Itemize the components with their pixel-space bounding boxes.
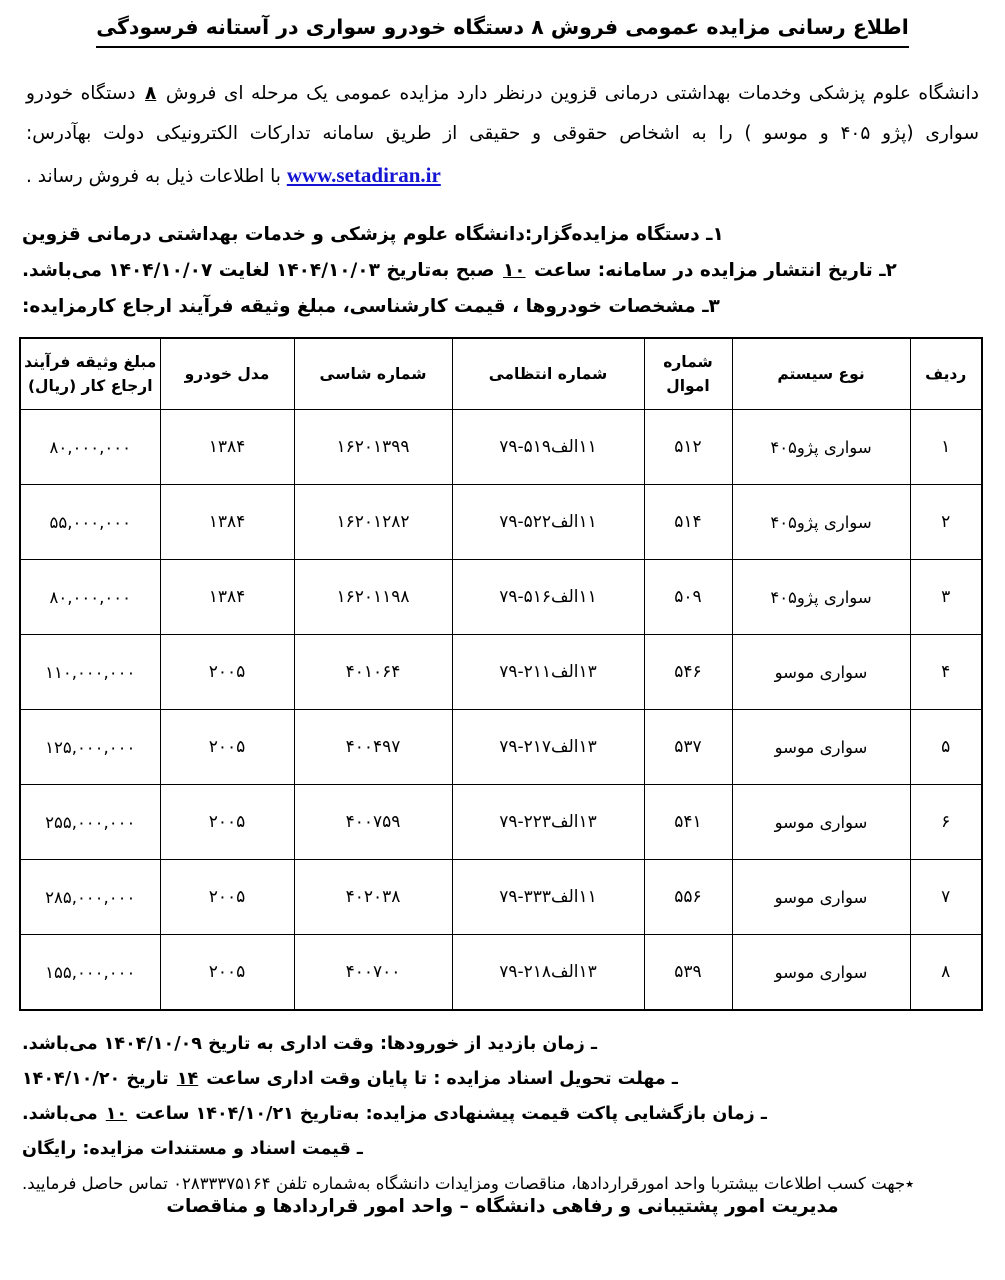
cell-model: ۲۰۰۵: [160, 935, 294, 1011]
opening-seg-0: ـ زمان بازگشایی پاکت قیمت پیشنهادی مزایده: به‌تاریخ ۱۴۰۴/۱۰/۲۱ ساعت: [129, 1104, 767, 1125]
cell-deposit: ۱۵۵,۰۰۰,۰۰۰: [20, 935, 160, 1011]
table-header: [20, 338, 982, 410]
cell-row: ۲: [910, 485, 982, 560]
cell-plate: ۱۱الف۵۱۹-۷۹: [452, 410, 644, 485]
cell-asset: ۵۴۱: [644, 785, 732, 860]
column-header-row: ردیف: [910, 338, 982, 410]
intro-vehicle-count: ۸: [145, 82, 157, 104]
cell-asset: ۵۰۹: [644, 560, 732, 635]
table-row: [20, 485, 982, 560]
cell-model: ۱۳۸۴: [160, 560, 294, 635]
visit-time-text: ـ زمان بازدید از خورودها: وقت اداری به تاریخ ۱۴۰۴/۱۰/۰۹ می‌باشد.: [22, 1034, 597, 1055]
table-row: [20, 785, 982, 860]
cell-system: سواری پژو۴۰۵: [732, 560, 910, 635]
column-header-asset: شماره اموال: [644, 338, 732, 410]
table-row: [20, 935, 982, 1011]
submission-seg-2: تاریخ ۱۴۰۴/۱۰/۲۰: [22, 1069, 175, 1090]
cell-asset: ۵۱۴: [644, 485, 732, 560]
cell-deposit: ۸۰,۰۰۰,۰۰۰: [20, 410, 160, 485]
cell-system: سواری موسو: [732, 635, 910, 710]
title-container: [22, 0, 983, 48]
cell-row: ۵: [910, 710, 982, 785]
cell-chassis: ۴۰۲۰۳۸: [294, 860, 452, 935]
cell-model: ۱۳۸۴: [160, 485, 294, 560]
cell-model: ۲۰۰۵: [160, 785, 294, 860]
cell-system: سواری موسو: [732, 710, 910, 785]
contact-note: ٭جهت کسب اطلاعات بیشتربا واحد امورقراردادها، مناقصات ومزایدات دانشگاه به‌شماره تلفن ۰۲۸۳۳۳۷۵۱۶۴ تماس حاصل فرمایید.: [22, 1174, 915, 1194]
cell-plate: ۱۱الف۳۳۳-۷۹: [452, 860, 644, 935]
cell-chassis: ۱۶۲۰۱۳۹۹: [294, 410, 452, 485]
note-item-2: [22, 253, 983, 289]
documents-price-text: ـ قیمت اسناد و مستندات مزایده: رایگان: [22, 1139, 363, 1160]
note-2-publish-hour: ۱۰: [502, 259, 526, 281]
table-row: [20, 410, 982, 485]
column-header-chassis: شماره شاسی: [294, 338, 452, 410]
intro-paragraph: [22, 74, 983, 199]
table-row: [20, 560, 982, 635]
cell-row: ۱: [910, 410, 982, 485]
cell-chassis: ۴۰۰۷۵۹: [294, 785, 452, 860]
table-row: [20, 860, 982, 935]
cell-chassis: ۴۰۰۷۰۰: [294, 935, 452, 1011]
cell-plate: ۱۳الف۲۱۱-۷۹: [452, 635, 644, 710]
cell-chassis: ۴۰۰۴۹۷: [294, 710, 452, 785]
cell-system: سواری پژو۴۰۵: [732, 485, 910, 560]
cell-plate: ۱۳الف۲۱۸-۷۹: [452, 935, 644, 1011]
cell-asset: ۵۵۶: [644, 860, 732, 935]
cell-system: سواری موسو: [732, 785, 910, 860]
cell-deposit: ۱۱۰,۰۰۰,۰۰۰: [20, 635, 160, 710]
page-title: اطلاع رسانی مزایده عمومی فروش ۸ دستگاه خودرو سواری در آستانه فرسودگی: [96, 12, 909, 48]
cell-plate: ۱۱الف۵۱۶-۷۹: [452, 560, 644, 635]
cell-deposit: ۵۵,۰۰۰,۰۰۰: [20, 485, 160, 560]
submission-seg-0: ـ مهلت تحویل اسناد مزایده : تا پایان وقت اداری ساعت: [200, 1069, 678, 1090]
cell-asset: ۵۴۶: [644, 635, 732, 710]
cell-model: ۱۳۸۴: [160, 410, 294, 485]
cell-plate: ۱۱الف۵۲۲-۷۹: [452, 485, 644, 560]
table-body: [20, 410, 982, 1011]
cell-asset: ۵۳۷: [644, 710, 732, 785]
intro-part-1: دانشگاه علوم پزشکی وخدمات بهداشتی درمانی قزوین درنظر دارد مزایده عمومی یک مرحله ای فروش: [165, 82, 979, 104]
column-header-system: نوع سیستم: [732, 338, 910, 410]
cell-system: سواری موسو: [732, 860, 910, 935]
cell-deposit: ۲۸۵,۰۰۰,۰۰۰: [20, 860, 160, 935]
note-visit-time: [22, 1027, 983, 1062]
cell-chassis: ۱۶۲۰۱۲۸۲: [294, 485, 452, 560]
cell-row: ۴: [910, 635, 982, 710]
column-header-model: مدل خودرو: [160, 338, 294, 410]
note-3-seg-0: ۳ـ مشخصات خودروها ، قیمت کارشناسی، مبلغ وثیقه فرآیند ارجاع کارمزایده:: [22, 296, 720, 318]
cell-system: سواری پژو۴۰۵: [732, 410, 910, 485]
cell-deposit: ۲۵۵,۰۰۰,۰۰۰: [20, 785, 160, 860]
opening-seg-2: می‌باشد.: [22, 1104, 104, 1125]
cell-model: ۲۰۰۵: [160, 635, 294, 710]
cell-deposit: ۸۰,۰۰۰,۰۰۰: [20, 560, 160, 635]
intro-part-3: با اطلاعات ذیل به فروش رساند .: [26, 166, 281, 188]
note-item-1: [22, 217, 983, 253]
cell-plate: ۱۳الف۲۱۷-۷۹: [452, 710, 644, 785]
note-submission-deadline: [22, 1062, 983, 1097]
cell-plate: ۱۳الف۲۲۳-۷۹: [452, 785, 644, 860]
note-item-3: [22, 289, 983, 325]
table-row: [20, 635, 982, 710]
cell-row: ۷: [910, 860, 982, 935]
top-notes-list: [22, 217, 983, 325]
column-header-deposit: مبلغ وثیقه فرآیند ارجاع کار (ریال): [20, 338, 160, 410]
cell-asset: ۵۱۲: [644, 410, 732, 485]
cell-row: ۳: [910, 560, 982, 635]
note-2-seg-0: ۲ـ تاریخ انتشار مزایده در سامانه: ساعت: [527, 259, 897, 281]
note-2-seg-2: صبح به‌تاریخ ۱۴۰۴/۱۰/۰۳ لغایت ۱۴۰۴/۱۰/۰۷ می‌باشد.: [22, 259, 501, 281]
footer-signature: مدیریت امور پشتیبانی و رفاهی دانشگاه – واحد امور قراردادها و مناقصات: [166, 1196, 839, 1217]
note-1-seg-0: ۱ـ دستگاه مزایده‌گزار:دانشگاه علوم پزشکی و خدمات بهداشتی درمانی قزوین: [22, 223, 724, 245]
cell-asset: ۵۳۹: [644, 935, 732, 1011]
table-row: [20, 710, 982, 785]
setadiran-link[interactable]: www.setadiran.ir: [286, 163, 441, 188]
vehicles-table: [19, 337, 983, 1011]
cell-model: ۲۰۰۵: [160, 710, 294, 785]
note-documents-price: [22, 1132, 983, 1167]
cell-deposit: ۱۲۵,۰۰۰,۰۰۰: [20, 710, 160, 785]
cell-model: ۲۰۰۵: [160, 860, 294, 935]
cell-row: ۶: [910, 785, 982, 860]
cell-chassis: ۱۶۲۰۱۱۹۸: [294, 560, 452, 635]
opening-hour: ۱۰: [105, 1104, 128, 1125]
bottom-notes-list: [22, 1027, 983, 1200]
intro-part-2: دستگاه خودرو سواری (پژو ۴۰۵ و موسو ) را به اشخاص حقوقی و حقیقی از طریق سامانه تدارکات الکترونیکی دولت بهآدرس:: [26, 82, 979, 144]
cell-system: سواری موسو: [732, 935, 910, 1011]
cell-row: ۸: [910, 935, 982, 1011]
note-opening-time: [22, 1097, 983, 1132]
table-header-row: [20, 338, 982, 410]
submission-hour: ۱۴: [176, 1069, 199, 1090]
cell-chassis: ۴۰۱۰۶۴: [294, 635, 452, 710]
column-header-plate: شماره انتظامی: [452, 338, 644, 410]
